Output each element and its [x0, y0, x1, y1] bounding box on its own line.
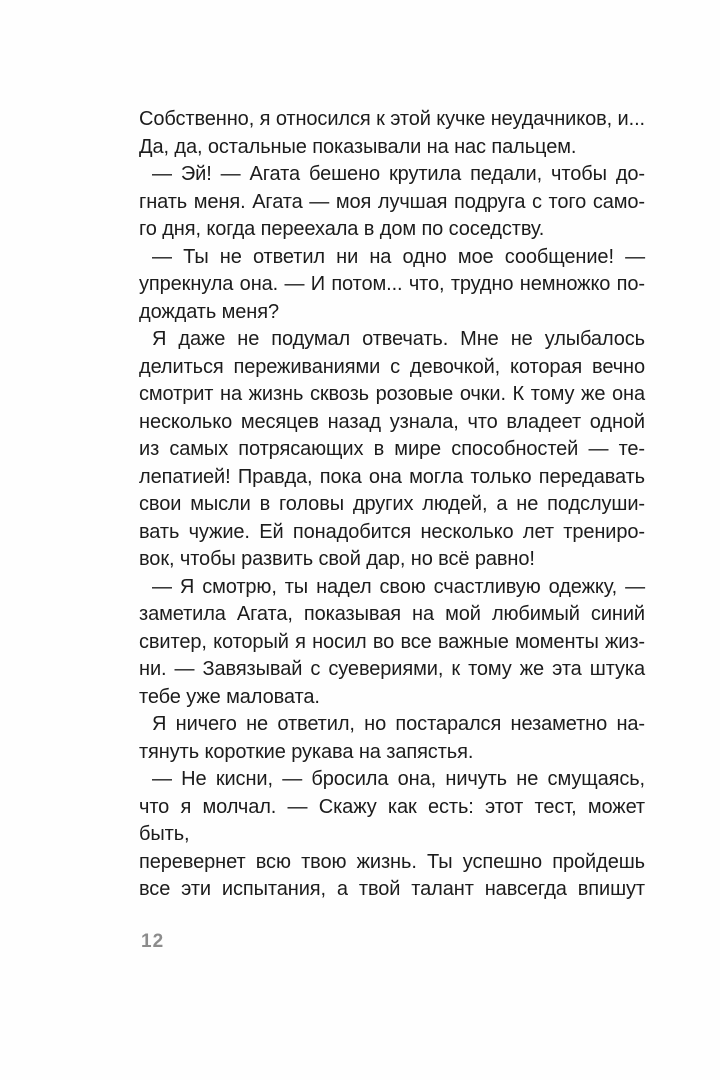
text-line: Я ничего не ответил, но постарался незаметно на- — [152, 713, 645, 735]
text-line: вок, чтобы развить свой дар, но всё равно! — [139, 548, 535, 570]
text-line: лепатией! Правда, пока она могла только передавать — [139, 465, 645, 488]
text-line: свитер, который я носил во все важные моменты жиз- — [139, 630, 645, 653]
text-line: несколько месяцев назад узнала, что владеет одной — [139, 410, 645, 433]
page-number: 12 — [141, 931, 165, 952]
text-line: из самых потрясающих в мире способностей — те- — [139, 438, 645, 460]
text-line: перевернет всю твою жизнь. Ты успешно пройдешь — [139, 850, 645, 873]
text-line: Да, да, остальные показывали на нас пальцем. — [139, 135, 577, 158]
text-line: — Не кисни, — бросила она, ничуть не смущаясь, — [152, 768, 645, 790]
text-line: ни. — Завязывай с суевериями, к тому же эта штука — [139, 658, 645, 680]
text-line: — Ты не ответил ни на одно мое сообщение! — — [152, 245, 645, 268]
text-line: дождать меня? — [139, 300, 280, 323]
text-line: тянуть короткие рукава на запястья. — [139, 740, 474, 763]
text-line: гнать меня. Агата — моя лучшая подруга с того само- — [139, 190, 645, 213]
text-line: делиться переживаниями с девочкой, которая вечно — [139, 355, 645, 378]
text-block — [139, 106, 645, 904]
text-line: — Эй! — Агата бешено крутила педали, чтобы до- — [152, 163, 645, 185]
text-line: все эти испытания, а твой талант навсегда впишут — [139, 878, 645, 900]
text-line: Собственно, я относился к этой кучке неудачников, и... — [139, 108, 645, 130]
text-line: вать чужие. Ей понадобится несколько лет трениро- — [139, 520, 645, 543]
text-line: заметила Агата, показывая на мой любимый синий — [139, 603, 645, 625]
text-line: что я молчал. — Скажу как есть: этот тест, может быть, — [139, 795, 645, 845]
text-line: упрекнула она. — И потом... что, трудно немножко по- — [139, 273, 645, 295]
text-line: смотрит на жизнь сквозь розовые очки. К тому же она — [139, 383, 645, 405]
text-line: — Я смотрю, ты надел свою счастливую одежку, — — [152, 575, 645, 598]
text-line: го дня, когда переехала в дом по соседству. — [139, 218, 545, 240]
text-line: свои мысли в головы других людей, а не подслуши- — [139, 493, 645, 515]
text-line: тебе уже маловата. — [139, 685, 320, 708]
text-line: Я даже не подумал отвечать. Мне не улыбалось — [152, 328, 645, 350]
